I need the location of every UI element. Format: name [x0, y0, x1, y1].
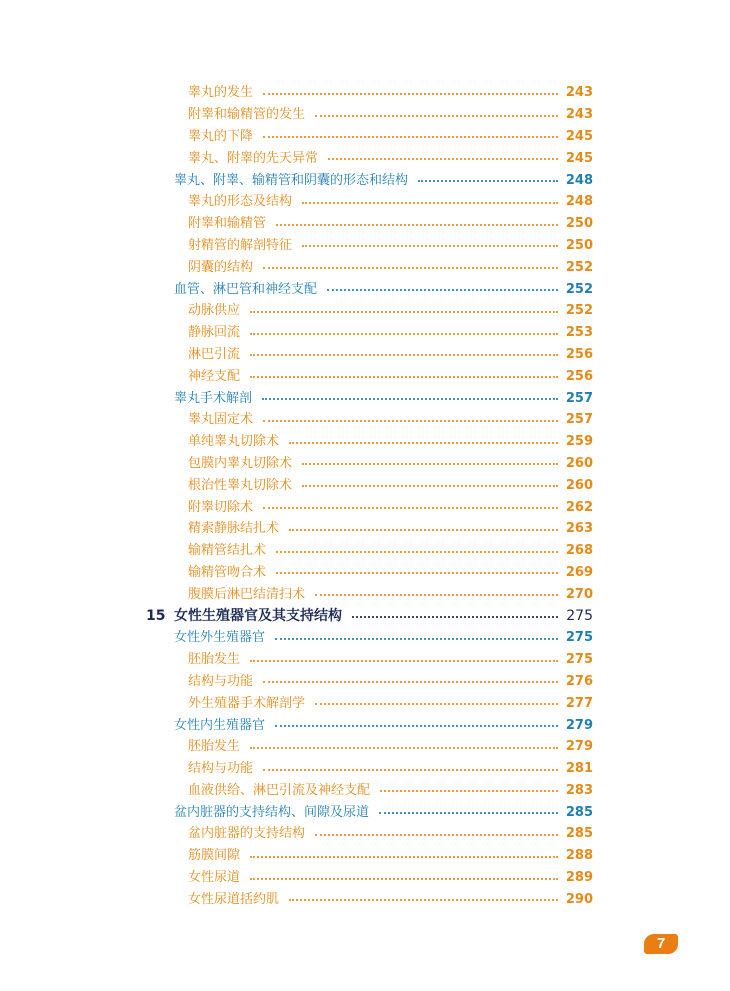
dot-leader — [275, 725, 558, 727]
page-number-badge: 7 — [644, 934, 678, 954]
toc-subsection-row[interactable] — [0, 496, 730, 518]
toc-entry-page: 252 — [565, 281, 593, 297]
toc-entry-title: 附睾切除术 — [188, 499, 254, 515]
dot-leader — [315, 594, 558, 596]
toc-entry-title: 附睾和输精管 — [188, 216, 267, 232]
toc-entry-page: 263 — [565, 521, 593, 537]
toc-entry-page: 250 — [565, 216, 593, 232]
toc-entry-page: 257 — [565, 390, 593, 406]
toc-entry-page: 268 — [565, 543, 593, 559]
toc-entry-title: 根治性睾丸切除术 — [188, 477, 293, 493]
toc-entry-page: 252 — [565, 259, 593, 275]
toc-entry-page: 283 — [565, 782, 593, 798]
dot-leader — [289, 442, 558, 444]
toc-subsection-row[interactable] — [0, 191, 730, 213]
toc-entry-title: 盆内脏器的支持结构、间隙及尿道 — [174, 804, 370, 820]
toc-entry-title: 淋巴引流 — [188, 346, 241, 362]
toc-entry-page: 262 — [565, 499, 593, 515]
toc-entry-page: 248 — [565, 172, 593, 188]
dot-leader — [263, 681, 558, 683]
toc-subsection-row[interactable] — [0, 453, 730, 475]
toc-entry-page: 252 — [565, 303, 593, 319]
toc-subsection-row[interactable] — [0, 780, 730, 802]
dot-leader — [302, 485, 558, 487]
table-of-contents — [0, 82, 730, 910]
dot-leader — [302, 463, 558, 465]
toc-entry-page: 253 — [565, 325, 593, 341]
toc-subsection-row[interactable] — [0, 736, 730, 758]
toc-entry-title: 女性外生殖器官 — [174, 630, 266, 646]
toc-subsection-row[interactable] — [0, 104, 730, 126]
toc-section-row[interactable] — [0, 627, 730, 649]
dot-leader — [327, 289, 558, 291]
toc-entry-page: 285 — [565, 826, 593, 842]
toc-entry-title: 胚胎发生 — [188, 739, 241, 755]
toc-entry-page: 256 — [565, 346, 593, 362]
toc-subsection-row[interactable] — [0, 671, 730, 693]
toc-subsection-row[interactable] — [0, 82, 730, 104]
toc-entry-page: 270 — [565, 586, 593, 602]
toc-entry-page: 245 — [565, 128, 593, 144]
toc-subsection-row[interactable] — [0, 474, 730, 496]
toc-subsection-row[interactable] — [0, 300, 730, 322]
toc-entry-title: 筋膜间隙 — [188, 848, 241, 864]
toc-entry-title: 胚胎发生 — [188, 652, 241, 668]
dot-leader — [250, 376, 558, 378]
toc-entry-title: 睾丸的下降 — [188, 128, 254, 144]
toc-entry-title: 输精管结扎术 — [188, 543, 267, 559]
dot-leader — [315, 115, 558, 117]
dot-leader — [250, 878, 558, 880]
toc-subsection-row[interactable] — [0, 562, 730, 584]
dot-leader — [276, 224, 558, 226]
toc-entry-title: 睾丸的形态及结构 — [188, 194, 293, 210]
dot-leader — [315, 703, 558, 705]
toc-entry-page: 281 — [565, 761, 593, 777]
dot-leader — [250, 747, 558, 749]
dot-leader — [418, 180, 558, 182]
toc-entry-page: 260 — [565, 477, 593, 493]
toc-entry-title: 结构与功能 — [188, 761, 254, 777]
toc-entry-page: 269 — [565, 564, 593, 580]
toc-entry-page: 275 — [565, 652, 593, 668]
dot-leader — [275, 638, 558, 640]
toc-subsection-row[interactable] — [0, 692, 730, 714]
dot-leader — [352, 616, 558, 618]
toc-entry-title: 阴囊的结构 — [188, 259, 254, 275]
toc-subsection-row[interactable] — [0, 147, 730, 169]
toc-entry-title: 精索静脉结扎术 — [188, 521, 280, 537]
toc-entry-title: 盆内脏器的支持结构 — [188, 826, 306, 842]
toc-entry-title: 女性内生殖器官 — [174, 717, 266, 733]
toc-entry-page: 256 — [565, 368, 593, 384]
toc-entry-page: 245 — [565, 150, 593, 166]
toc-entry-page: 243 — [565, 85, 593, 101]
toc-chapter-row[interactable] — [0, 605, 730, 627]
toc-subsection-row[interactable] — [0, 235, 730, 257]
toc-subsection-row[interactable] — [0, 823, 730, 845]
toc-entry-page: 285 — [565, 804, 593, 820]
dot-leader — [328, 158, 558, 160]
toc-entry-page: 259 — [565, 434, 593, 450]
toc-subsection-row[interactable] — [0, 126, 730, 148]
toc-subsection-row[interactable] — [0, 344, 730, 366]
toc-subsection-row[interactable] — [0, 583, 730, 605]
toc-entry-page: 279 — [565, 717, 593, 733]
dot-leader — [380, 790, 558, 792]
toc-section-row[interactable] — [0, 801, 730, 823]
toc-subsection-row[interactable] — [0, 758, 730, 780]
dot-leader — [263, 136, 558, 138]
toc-entry-page: 248 — [565, 194, 593, 210]
dot-leader — [250, 354, 558, 356]
toc-entry-title: 输精管吻合术 — [188, 564, 267, 580]
toc-entry-title: 静脉回流 — [188, 325, 241, 341]
toc-entry-page: 275 — [566, 608, 593, 625]
dot-leader — [315, 834, 558, 836]
toc-entry-page: 277 — [565, 695, 593, 711]
dot-leader — [302, 202, 558, 204]
toc-subsection-row[interactable] — [0, 845, 730, 867]
toc-entry-page: 260 — [565, 455, 593, 471]
dot-leader — [263, 267, 558, 269]
toc-subsection-row[interactable] — [0, 518, 730, 540]
toc-chapter-number: 15 — [146, 608, 166, 625]
toc-subsection-row[interactable] — [0, 888, 730, 910]
toc-entry-title: 血液供给、淋巴引流及神经支配 — [188, 782, 371, 798]
dot-leader — [276, 572, 558, 574]
toc-subsection-row[interactable] — [0, 867, 730, 889]
toc-entry-title: 包膜内睾丸切除术 — [188, 455, 293, 471]
toc-entry-title: 射精管的解剖特征 — [188, 237, 293, 253]
toc-entry-page: 289 — [565, 870, 593, 886]
toc-entry-title: 睾丸固定术 — [188, 412, 254, 428]
dot-leader — [263, 507, 558, 509]
toc-entry-page: 290 — [565, 891, 593, 907]
toc-entry-page: 276 — [565, 673, 593, 689]
dot-leader — [250, 311, 558, 313]
toc-entry-page: 250 — [565, 237, 593, 253]
toc-entry-title: 附睾和输精管的发生 — [188, 107, 306, 123]
toc-entry-title: 女性尿道括约肌 — [188, 891, 280, 907]
toc-entry-title: 睾丸手术解剖 — [174, 390, 253, 406]
dot-leader — [262, 398, 558, 400]
toc-subsection-row[interactable] — [0, 431, 730, 453]
toc-entry-title: 结构与功能 — [188, 673, 254, 689]
toc-section-row[interactable] — [0, 387, 730, 409]
dot-leader — [263, 93, 558, 95]
toc-subsection-row[interactable] — [0, 540, 730, 562]
dot-leader — [250, 333, 558, 335]
dot-leader — [263, 769, 558, 771]
dot-leader — [250, 660, 558, 662]
toc-entry-title: 动脉供应 — [188, 303, 241, 319]
toc-entry-title: 睾丸、附睾、输精管和阴囊的形态和结构 — [174, 172, 409, 188]
toc-section-row[interactable] — [0, 278, 730, 300]
toc-entry-page: 243 — [565, 107, 593, 123]
toc-entry-title: 女性尿道 — [188, 870, 241, 886]
toc-entry-title: 外生殖器手术解剖学 — [188, 695, 306, 711]
toc-entry-title: 女性生殖器官及其支持结构 — [174, 608, 342, 625]
toc-section-row[interactable] — [0, 169, 730, 191]
toc-entry-page: 275 — [565, 630, 593, 646]
dot-leader — [379, 812, 558, 814]
toc-subsection-row[interactable] — [0, 256, 730, 278]
toc-subsection-row[interactable] — [0, 649, 730, 671]
toc-section-row[interactable] — [0, 714, 730, 736]
dot-leader — [289, 529, 558, 531]
toc-entry-title: 单纯睾丸切除术 — [188, 434, 280, 450]
toc-entry-page: 279 — [565, 739, 593, 755]
dot-leader — [302, 245, 558, 247]
toc-subsection-row[interactable] — [0, 409, 730, 431]
toc-subsection-row[interactable] — [0, 213, 730, 235]
toc-subsection-row[interactable] — [0, 365, 730, 387]
toc-entry-title: 神经支配 — [188, 368, 241, 384]
toc-entry-page: 288 — [565, 848, 593, 864]
toc-entry-title: 血管、淋巴管和神经支配 — [174, 281, 318, 297]
toc-subsection-row[interactable] — [0, 322, 730, 344]
dot-leader — [263, 420, 558, 422]
dot-leader — [276, 551, 558, 553]
toc-entry-title: 睾丸、附睾的先天异常 — [188, 150, 319, 166]
toc-entry-title: 睾丸的发生 — [188, 85, 254, 101]
toc-entry-title: 腹膜后淋巴结清扫术 — [188, 586, 306, 602]
dot-leader — [250, 856, 558, 858]
dot-leader — [289, 899, 558, 901]
toc-entry-page: 257 — [565, 412, 593, 428]
